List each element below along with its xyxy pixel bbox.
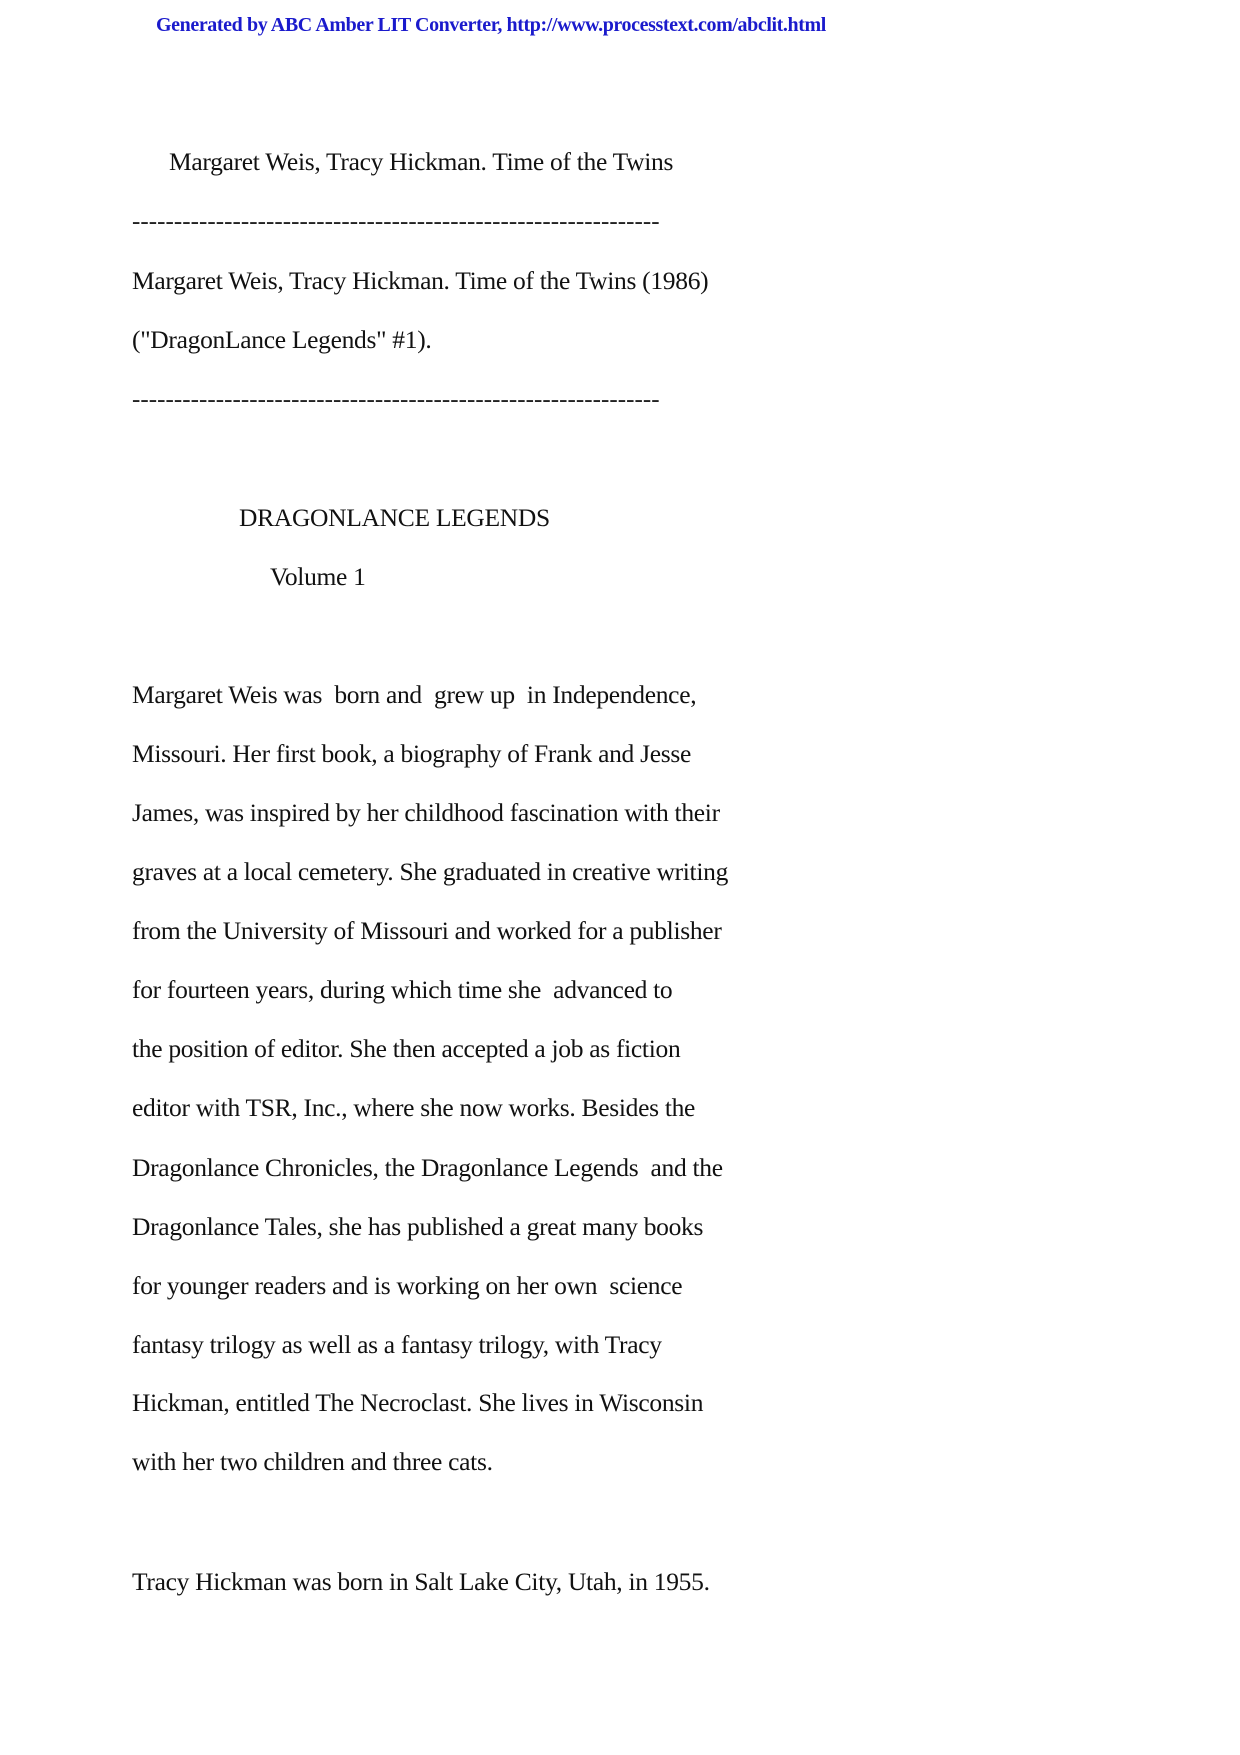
bio-weis-line: fantasy trilogy as well as a fantasy trilogy, with Tracy bbox=[132, 1330, 662, 1359]
converter-banner: Generated by ABC Amber LIT Converter, http://www.processtext.com/abclit.html bbox=[156, 14, 826, 36]
series-title: DRAGONLANCE LEGENDS bbox=[239, 503, 550, 532]
bio-weis-line: graves at a local cemetery. She graduated in creative writing bbox=[132, 857, 729, 886]
bio-hickman-line: Tracy Hickman was born in Salt Lake City, Utah, in 1955. bbox=[132, 1567, 710, 1596]
bio-weis-line: with her two children and three cats. bbox=[132, 1447, 493, 1476]
bio-weis-line: Missouri. Her first book, a biography of Frank and Jesse bbox=[132, 739, 691, 768]
info-line-title: Margaret Weis, Tracy Hickman. Time of the Twins (1986) bbox=[132, 266, 709, 295]
volume-label: Volume 1 bbox=[270, 562, 366, 591]
bio-weis-line: editor with TSR, Inc., where she now works. Besides the bbox=[132, 1093, 696, 1122]
bio-weis-line: for younger readers and is working on her own science bbox=[132, 1271, 683, 1300]
bio-weis-line: from the University of Missouri and worked for a publisher bbox=[132, 916, 722, 945]
bio-weis-line: the position of editor. She then accepted a job as fiction bbox=[132, 1034, 681, 1063]
separator-top: --------------------------------------------------------------- bbox=[132, 208, 660, 235]
separator-bottom: --------------------------------------------------------------- bbox=[132, 386, 660, 413]
bio-weis-line: Margaret Weis was born and grew up in Independence, bbox=[132, 680, 697, 709]
bio-weis-line: for fourteen years, during which time she advanced to bbox=[132, 975, 673, 1004]
info-line-series: ("DragonLance Legends" #1). bbox=[132, 325, 432, 354]
bio-weis-line: James, was inspired by her childhood fascination with their bbox=[132, 798, 720, 827]
document-heading: Margaret Weis, Tracy Hickman. Time of the Twins bbox=[169, 147, 674, 176]
bio-weis-line: Hickman, entitled The Necroclast. She lives in Wisconsin bbox=[132, 1388, 704, 1417]
bio-weis-line: Dragonlance Tales, she has published a great many books bbox=[132, 1212, 704, 1241]
bio-weis-line: Dragonlance Chronicles, the Dragonlance Legends and the bbox=[132, 1153, 723, 1182]
